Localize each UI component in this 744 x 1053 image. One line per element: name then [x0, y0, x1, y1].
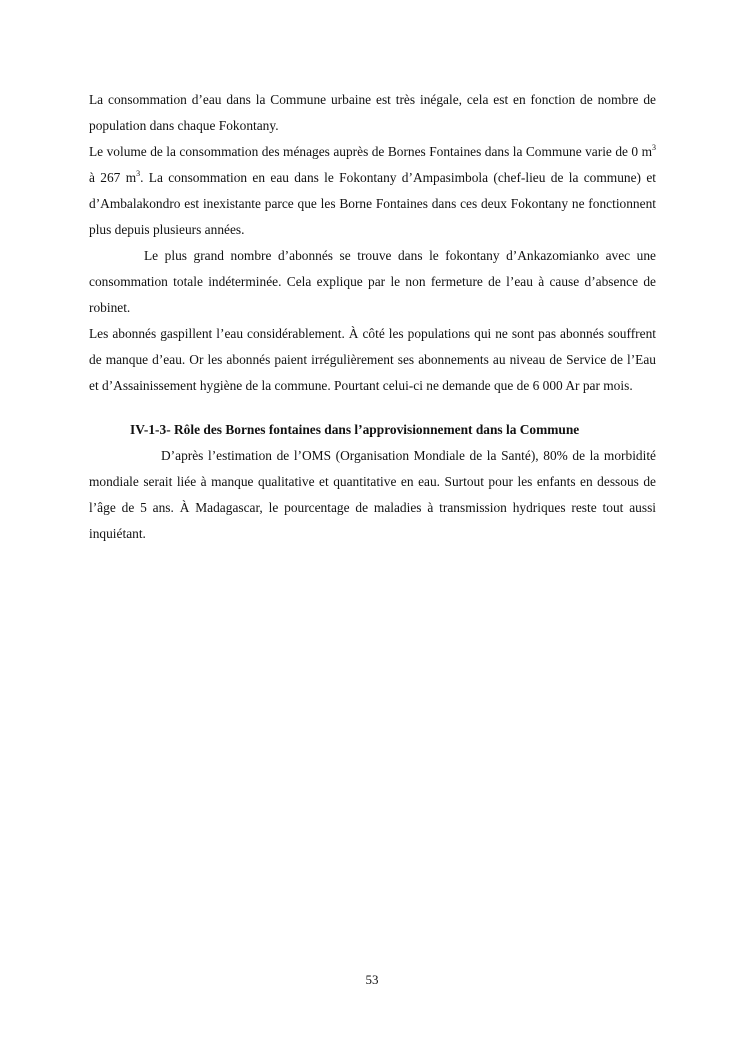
paragraph-consumption-volume-part-3: . La consommation en eau dans le Fokontany d’Ampasimbola (chef-lieu de la commune) et d’Ambalakondro est inexistante parce que les Borne Fontaines dans ces deux Fokontany ne fonctionnent plus depuis plusieurs années. — [89, 170, 656, 237]
paragraph-subscribers-waste: Les abonnés gaspillent l’eau considérablement. À côté les populations qui ne sont pas abonnés souffrent de manque d’eau. Or les abonnés paient irrégulièrement ses abonnements au niveau de Service de l’Eau et d’Assainissement hygiène de la commune. Pourtant celui-ci ne demande que de 6 000 Ar par mois. — [89, 326, 656, 393]
paragraph-subscribers-ankazomianko: Le plus grand nombre d’abonnés se trouve dans le fokontany d’Ankazomianko avec une consommation totale indéterminée. Cela explique par le non fermeture de l’eau à cause d’absence de robinet. — [89, 248, 656, 315]
section-heading: IV-1-3- Rôle des Bornes fontaines dans l’approvisionnement dans la Commune — [130, 422, 580, 437]
paragraph-consumption-volume-part-1: Le volume de la consommation des ménages auprès de Bornes Fontaines dans la Commune varie de 0 m — [89, 144, 652, 159]
paragraph-consumption-inequality: La consommation d’eau dans la Commune urbaine est très inégale, cela est en fonction de nombre de population dans chaque Fokontany. — [89, 92, 656, 133]
page-number: 53 — [365, 972, 379, 987]
paragraph-consumption-volume-part-2: à 267 m — [89, 170, 137, 185]
paragraph-consumption-volume — [89, 139, 656, 243]
paragraph-oms-estimate: D’après l’estimation de l’OMS (Organisation Mondiale de la Santé), 80% de la morbidité mondiale serait liée à manque qualitative et quantitative en eau. Surtout pour les enfants en dessous de l’âge de 5 ans. À Madagascar, le pourcentage de maladies à transmission hydriques reste tout aussi inquiétant. — [89, 448, 656, 541]
cubic-superscript-2: 3 — [136, 169, 141, 178]
page-body — [89, 87, 656, 547]
cubic-superscript-1: 3 — [652, 143, 656, 152]
